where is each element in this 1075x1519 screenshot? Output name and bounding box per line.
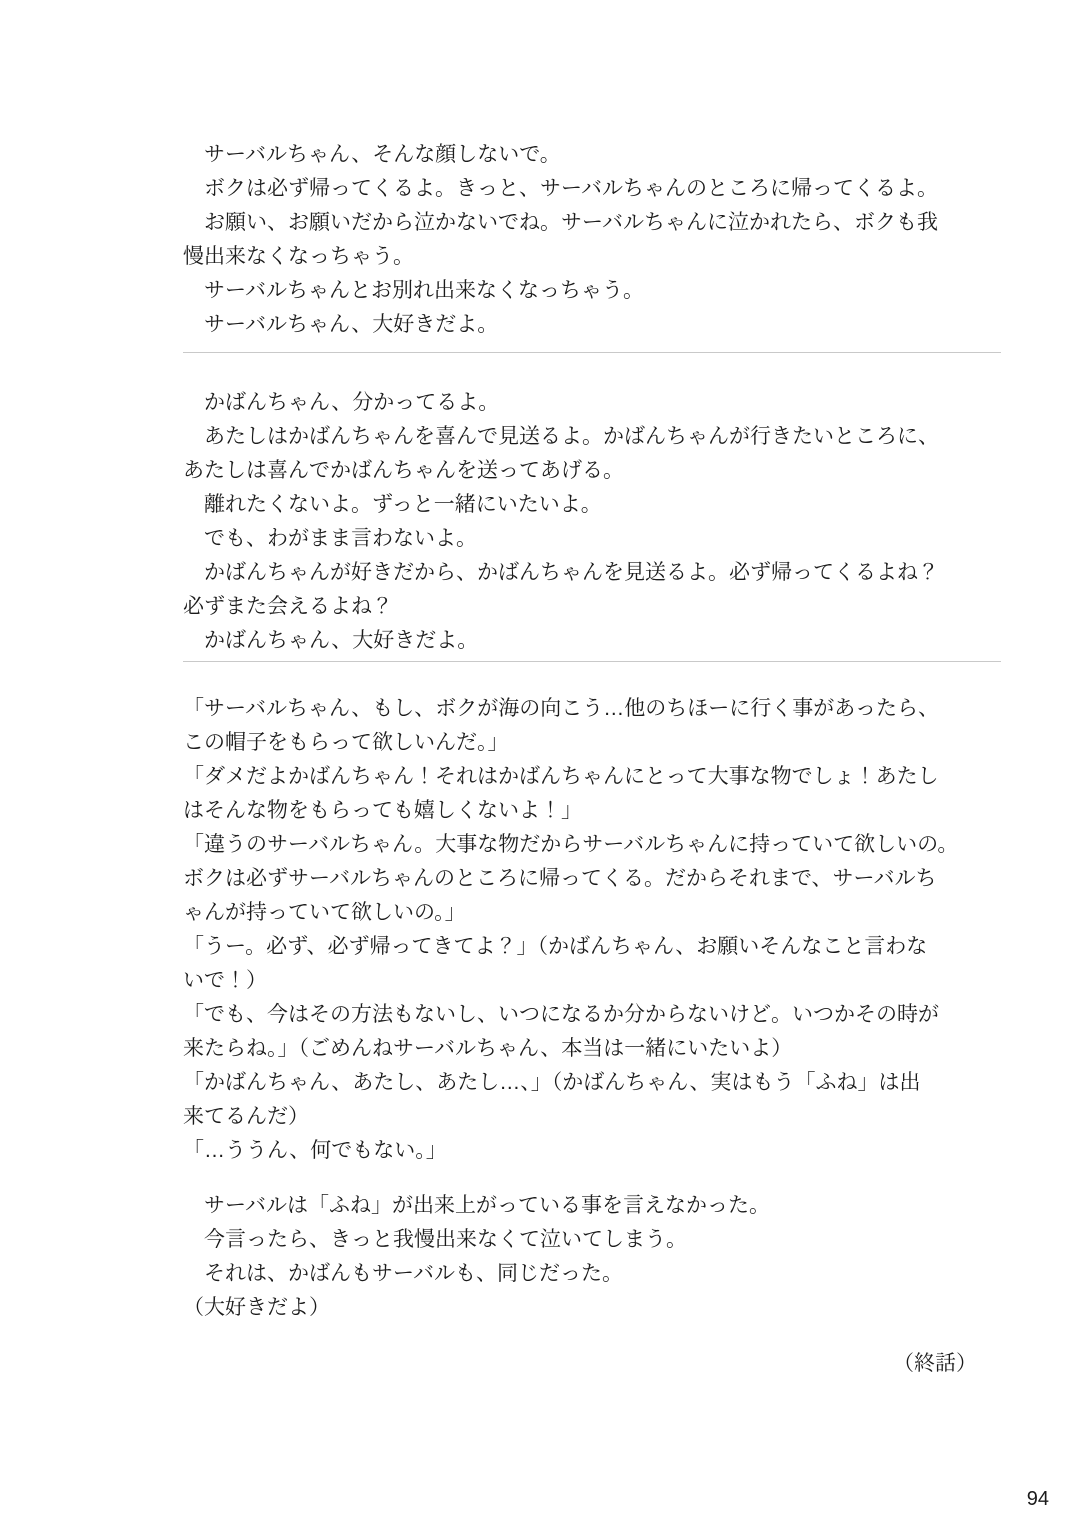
text-line: 「ダメだよかばんちゃん！それはかばんちゃんにとって大事な物でしょ！あたし: [183, 765, 939, 788]
text-line: はそんな物をもらっても嬉しくないよ！」: [183, 799, 582, 822]
text-line: でも、わがまま言わないよ。: [183, 527, 477, 550]
text-line: 「うー。必ず、必ず帰ってきてよ？」（かばんちゃん、お願いそんなこと言わな: [183, 935, 928, 958]
text-column: [183, 138, 1001, 1381]
text-line: 「でも、今はその方法もないし、いつになるか分からないけど。いつかその時が: [183, 1003, 939, 1026]
text-line: かばんちゃん、大好きだよ。: [183, 629, 479, 652]
text-line: 「サーバルちゃん、もし、ボクが海の向こう…他のちほーに行く事があったら、: [183, 697, 939, 720]
text-line: 「…ううん、何でもない。」: [183, 1139, 447, 1162]
section-divider: [183, 661, 1001, 662]
dialogue-block: [183, 692, 1001, 1168]
text-line: 慢出来なくなっちゃう。: [183, 245, 414, 268]
text-line: それは、かばんもサーバルも、同じだった。: [183, 1262, 623, 1285]
text-line: いで！）: [183, 969, 267, 992]
text-line: かばんちゃん、分かってるよ。: [183, 391, 500, 414]
text-line: この帽子をもらって欲しいんだ。」: [183, 731, 509, 754]
text-line: 来てるんだ）: [183, 1105, 309, 1128]
monologue-kaban-block: [183, 138, 1001, 342]
text-line: ボクは必ずサーバルちゃんのところに帰ってくる。だからそれまで、サーバルち: [183, 867, 937, 890]
text-line: サーバルちゃんとお別れ出来なくなっちゃう。: [183, 279, 644, 302]
text-line: 来たらね。」（ごめんねサーバルちゃん、本当は一緒にいたいよ）: [183, 1037, 793, 1060]
text-line: （大好きだよ）: [183, 1296, 330, 1319]
text-line: 今言ったら、きっと我慢出来なくて泣いてしまう。: [183, 1228, 687, 1251]
page-number: 94: [1026, 1488, 1049, 1510]
text-line: かばんちゃんが好きだから、かばんちゃんを見送るよ。必ず帰ってくるよね？: [183, 561, 939, 584]
text-line: あたしはかばんちゃんを喜んで見送るよ。かばんちゃんが行きたいところに、: [183, 425, 939, 448]
text-line: 離れたくないよ。ずっと一緒にいたいよ。: [183, 493, 602, 516]
end-note: （終話）: [893, 1352, 977, 1375]
text-line: サーバルは「ふね」が出来上がっている事を言えなかった。: [183, 1194, 770, 1217]
text-line: 「違うのサーバルちゃん。大事な物だからサーバルちゃんに持っていて欲しいの。: [183, 833, 959, 856]
closing-narration-block: [183, 1189, 1001, 1325]
monologue-serval-block: [183, 386, 1001, 658]
text-line: サーバルちゃん、大好きだよ。: [183, 313, 499, 336]
text-line: 必ずまた会えるよね？: [183, 595, 393, 618]
text-line: あたしは喜んでかばんちゃんを送ってあげる。: [183, 459, 624, 482]
text-line: ボクは必ず帰ってくるよ。きっと、サーバルちゃんのところに帰ってくるよ。: [183, 177, 938, 200]
text-line: サーバルちゃん、そんな顔しないで。: [183, 143, 561, 166]
section-divider: [183, 352, 1001, 353]
text-line: お願い、お願いだから泣かないでね。サーバルちゃんに泣かれたら、ボクも我: [183, 211, 938, 234]
text-line: 「かばんちゃん、あたし、あたし…、」（かばんちゃん、実はもう「ふね」は出: [183, 1071, 921, 1094]
text-line: ゃんが持っていて欲しいの。」: [183, 901, 466, 924]
